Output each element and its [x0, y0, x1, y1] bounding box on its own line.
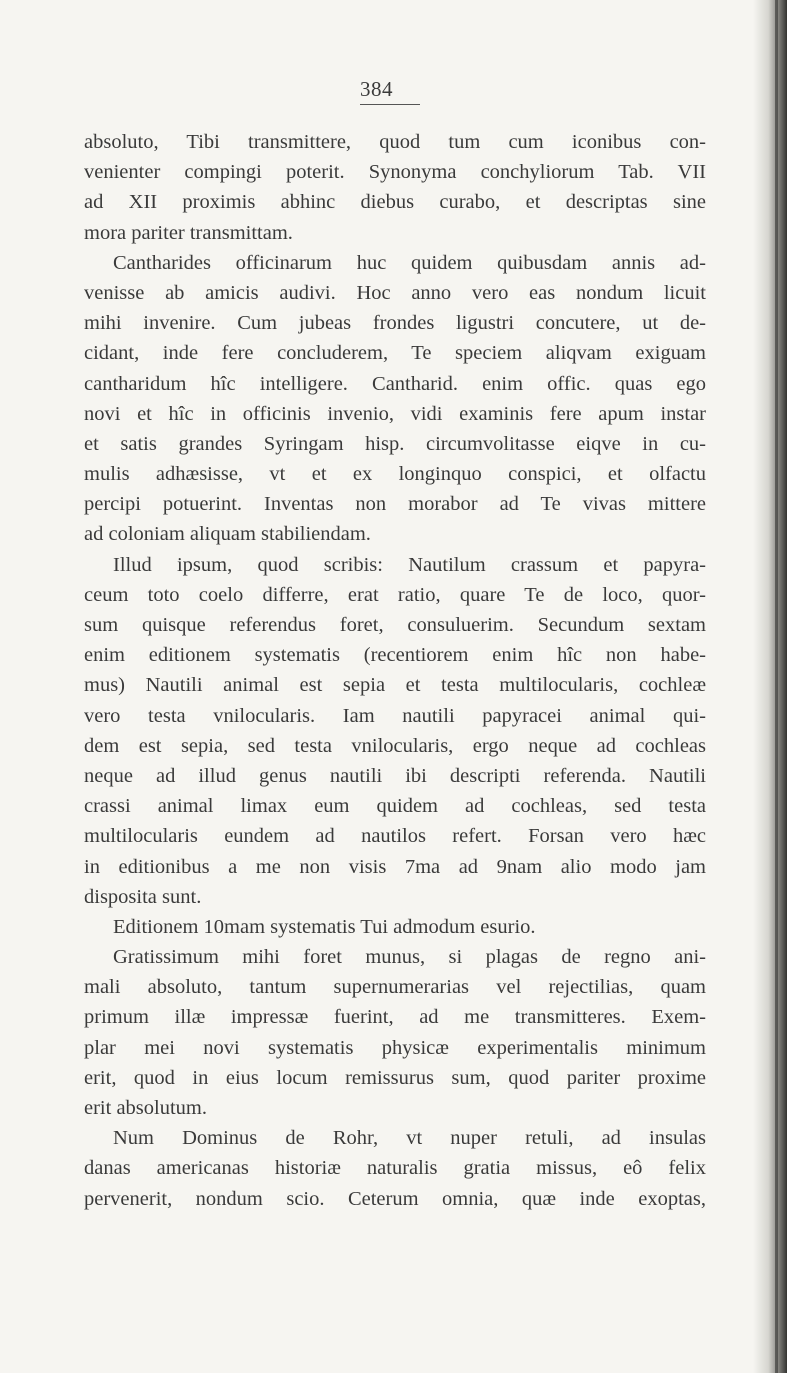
text-line: pervenerit, nondum scio. Ceterum omnia, quæ inde exoptas, [84, 1187, 706, 1210]
text-line: cidant, inde fere concluderem, Te speciem aliqvam exiguam [84, 342, 706, 365]
text-line: mihi invenire. Cum jubeas frondes ligustri concutere, ut de- [84, 312, 706, 335]
text-line: mus) Nautili animal est sepia et testa multilocularis, cochleæ [84, 674, 706, 697]
text-line: primum illæ impressæ fuerint, ad me transmitteres. Exem- [84, 1006, 706, 1029]
page-number: 384 [360, 77, 420, 105]
text-line: crassi animal limax eum quidem ad cochleas, sed testa [84, 795, 706, 818]
page-edge-shadow [753, 0, 787, 1373]
text-line: Gratissimum mihi foret munus, si plagas de regno ani- [113, 946, 706, 969]
text-line: erit, quod in eius locum remissurus sum, quod pariter proxime [84, 1066, 706, 1089]
text-line: dem est sepia, sed testa vnilocularis, ergo neque ad cochleas [84, 734, 706, 757]
text-line: et satis grandes Syringam hisp. circumvolitasse eiqve in cu- [84, 432, 706, 455]
text-line: mali absoluto, tantum supernumerarias vel rejectilias, quam [84, 976, 706, 999]
text-line: in editionibus a me non visis 7ma ad 9nam alio modo jam [84, 855, 706, 878]
text-line: Num Dominus de Rohr, vt nuper retuli, ad insulas [113, 1127, 706, 1150]
text-line: plar mei novi systematis physicæ experimentalis minimum [84, 1036, 706, 1059]
text-line: enim editionem systematis (recentiorem enim hîc non habe- [84, 644, 706, 667]
text-line: mora pariter transmittam. [84, 221, 293, 244]
text-line: erit absolutum. [84, 1097, 207, 1119]
text-line: ad XII proximis abhinc diebus curabo, et descriptas sine [84, 191, 706, 214]
text-line: danas americanas historiæ naturalis gratia missus, eô felix [84, 1157, 706, 1180]
text-line: disposita sunt. [84, 885, 202, 908]
text-line: percipi potuerint. Inventas non morabor ad Te vivas mittere [84, 493, 706, 516]
text-line: ad coloniam aliquam stabiliendam. [84, 523, 371, 546]
text-line: venienter compingi poterit. Synonyma conchyliorum Tab. VII [84, 161, 706, 184]
page-edge-line [775, 0, 778, 1373]
text-line: Illud ipsum, quod scribis: Nautilum crassum et papyra- [113, 553, 706, 576]
text-line: Editionem 10mam systematis Tui admodum esurio. [113, 915, 536, 938]
text-line: ceum toto coelo differre, erat ratio, quare Te de loco, quor- [84, 583, 706, 606]
body-text [84, 127, 706, 1214]
text-line: cantharidum hîc intelligere. Cantharid. enim offic. quas ego [84, 372, 706, 395]
text-line: absoluto, Tibi transmittere, quod tum cum iconibus con- [84, 131, 706, 153]
text-line: neque ad illud genus nautili ibi descripti referenda. Nautili [84, 764, 706, 787]
text-line: novi et hîc in officinis invenio, vidi examinis fere apum instar [84, 402, 706, 425]
text-line: sum quisque referendus foret, consuluerim. Secundum sextam [84, 614, 706, 636]
text-line: multilocularis eundem ad nautilos refert. Forsan vero hæc [84, 825, 706, 848]
text-line: venisse ab amicis audivi. Hoc anno vero eas nondum licuit [84, 281, 706, 304]
text-line: vero testa vnilocularis. Iam nautili papyracei animal qui- [84, 704, 706, 727]
text-line: mulis adhæsisse, vt et ex longinquo conspici, et olfactu [84, 463, 706, 486]
text-line: Cantharides officinarum huc quidem quibusdam annis ad- [113, 251, 706, 274]
